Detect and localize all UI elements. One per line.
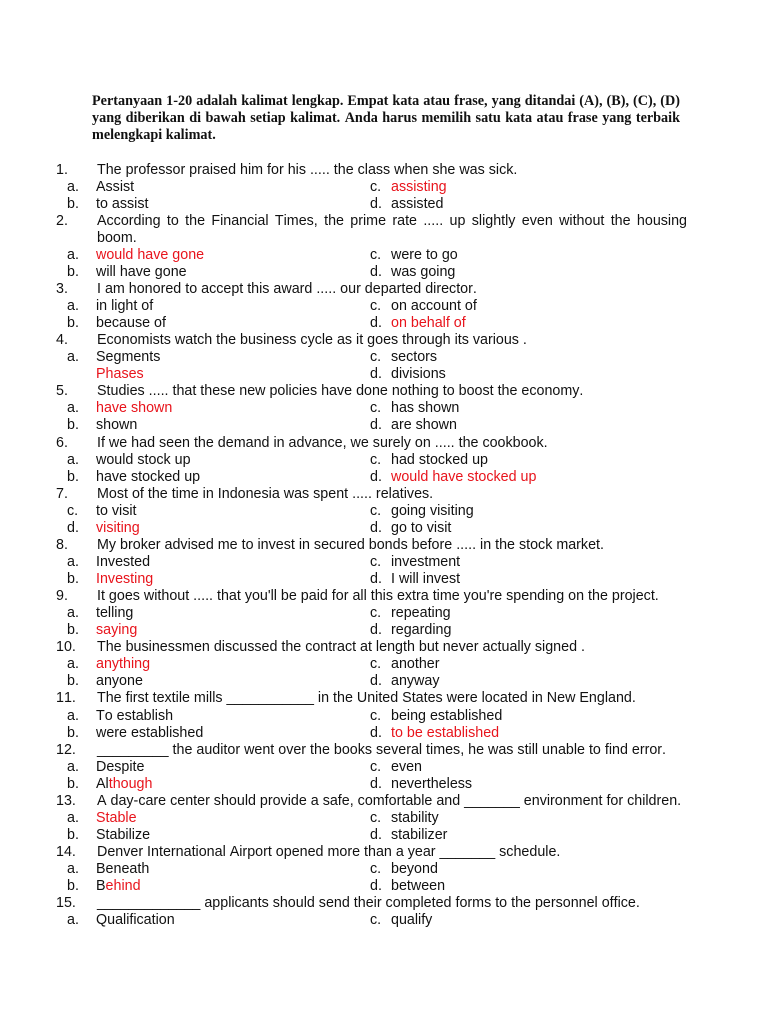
question-text: If we had seen the demand in advance, we surely on ..... the cookbook.	[97, 434, 548, 451]
option-c-text: has shown	[391, 400, 460, 417]
question-text: The professor praised him for his ..... the class when she was sick.	[97, 161, 518, 178]
option-a-label: a.	[67, 707, 79, 724]
option-c-label: c.	[370, 861, 382, 878]
question-number: 8.	[56, 536, 68, 553]
question-stem	[0, 281, 768, 298]
question-14	[0, 844, 768, 895]
question-1	[0, 162, 768, 213]
question-stem	[0, 588, 768, 605]
option-row	[0, 298, 768, 315]
option-row	[0, 417, 768, 434]
option-d-label: d.	[370, 315, 382, 332]
option-c-label: c.	[370, 809, 382, 826]
question-stem	[0, 639, 768, 656]
answer-highlight: ehind	[105, 878, 141, 895]
option-a-text: have shown	[96, 400, 173, 417]
question-8	[0, 537, 768, 588]
option-b-label: b.	[67, 468, 79, 485]
option-d-label: d.	[370, 195, 382, 212]
option-a-text: would stock up	[96, 451, 191, 468]
option-c-text: another	[391, 656, 440, 673]
option-c-text: were to go	[391, 246, 458, 263]
option-row	[0, 571, 768, 588]
option-row	[0, 366, 768, 383]
option-d-text: visiting	[96, 519, 140, 536]
question-text: Economists watch the business cycle as it goes through its various .	[97, 332, 527, 349]
question-stem	[0, 742, 768, 759]
option-d-text: I will invest	[391, 571, 461, 587]
option-d-text: divisions	[391, 366, 446, 383]
question-number: 9.	[56, 588, 68, 605]
question-text: According to the Financial Times, the prime rate ..... up slightly even without the housing boom.	[97, 212, 687, 246]
answer-highlight: though	[108, 775, 153, 792]
option-b-text: were established	[96, 724, 204, 741]
option-c-text: going visiting	[391, 502, 474, 519]
option-a-label: a.	[67, 298, 79, 314]
option-a-label: a.	[67, 178, 79, 195]
option-a-text: anything	[96, 656, 151, 673]
option-d-text: anyway	[391, 673, 440, 690]
option-d-text: nevertheless	[391, 775, 473, 792]
option-row	[0, 469, 768, 486]
option-row	[0, 349, 768, 366]
option-d-text: assisted	[391, 195, 444, 212]
option-row	[0, 247, 768, 264]
option-row	[0, 605, 768, 622]
option-a-text: Beneath	[96, 861, 150, 878]
option-a-label: a.	[67, 912, 79, 929]
option-c-text: sectors	[391, 349, 438, 366]
option-row	[0, 656, 768, 673]
option-c-label: c.	[370, 553, 382, 570]
option-d-text: on behalf of	[391, 315, 466, 332]
question-number: 12.	[56, 741, 76, 758]
option-c-text: being established	[391, 707, 503, 724]
option-c-label: c.	[370, 451, 382, 468]
option-row	[0, 759, 768, 776]
option-a-label: a.	[67, 400, 79, 417]
option-row	[0, 912, 768, 929]
question-text: Most of the time in Indonesia was spent ..... relatives.	[97, 485, 434, 502]
option-row	[0, 776, 768, 793]
option-text-part: B	[96, 878, 106, 895]
option-a-text: Invested	[96, 553, 151, 570]
option-d-label: d.	[370, 519, 382, 536]
option-b-label: b.	[67, 826, 79, 843]
option-d-text: was going	[391, 263, 456, 280]
option-a-text: To establish	[96, 707, 174, 724]
question-stem	[0, 435, 768, 452]
option-a-text: Stable	[96, 809, 137, 826]
question-5	[0, 383, 768, 434]
option-row	[0, 622, 768, 639]
question-10	[0, 639, 768, 690]
question-stem	[0, 844, 768, 861]
question-12	[0, 742, 768, 793]
question-number: 14.	[56, 844, 76, 860]
option-d-label: d.	[370, 826, 382, 843]
option-d-label: d.	[370, 263, 382, 280]
question-stem	[0, 213, 768, 247]
question-stem	[0, 332, 768, 349]
question-number: 3.	[56, 280, 68, 297]
option-a-text: would have gone	[96, 246, 205, 263]
option-b-text: have stocked up	[96, 468, 201, 485]
option-b-text: will have gone	[96, 263, 187, 280]
option-c-text: beyond	[391, 861, 438, 878]
option-row	[0, 673, 768, 690]
question-stem	[0, 486, 768, 503]
option-d-text: regarding	[391, 622, 452, 639]
option-a-label: a.	[67, 349, 79, 366]
question-number: 7.	[56, 485, 68, 502]
option-row	[0, 810, 768, 827]
option-c-text: repeating	[391, 605, 451, 622]
option-d-label: d.	[370, 468, 382, 485]
instructions-paragraph: Pertanyaan 1-20 adalah kalimat lengkap. Empat kata atau frase, yang ditandai (A), (B), (C), (D) yang diberikan di bawah setiap kalimat. Anda harus memilih satu kata atau frase yang terbaik melengkapi kalimat.	[92, 92, 680, 143]
option-d-label: d.	[370, 417, 382, 434]
option-d-label: d.	[370, 571, 382, 587]
option-d-text: go to visit	[391, 519, 452, 536]
option-row	[0, 196, 768, 213]
option-c-label: c.	[370, 349, 382, 366]
option-c-text: even	[391, 758, 423, 775]
question-3	[0, 281, 768, 332]
option-c-text: stability	[391, 809, 439, 826]
option-c-text: on account of	[391, 298, 477, 314]
option-b-text	[96, 878, 141, 895]
option-d-label: d.	[370, 622, 382, 639]
question-stem	[0, 690, 768, 707]
option-a-label: a.	[67, 605, 79, 622]
option-c-label: c.	[370, 298, 382, 314]
option-d-label: d.	[370, 775, 382, 792]
option-d-label: d.	[370, 724, 382, 741]
option-b-label: b.	[67, 315, 79, 332]
option-a-text: Qualification	[96, 912, 175, 929]
option-d-text: are shown	[391, 417, 457, 434]
option-d-text: would have stocked up	[391, 468, 537, 485]
option-a-text: in light of	[96, 298, 154, 314]
option-row	[0, 503, 768, 520]
option-d-text: between	[391, 878, 446, 895]
option-d-label: d.	[67, 519, 79, 536]
question-number: 5.	[56, 383, 68, 400]
question-11	[0, 690, 768, 741]
question-number: 1.	[56, 161, 68, 178]
option-a-text: Segments	[96, 349, 161, 366]
option-c-label: c.	[370, 178, 382, 195]
question-stem	[0, 383, 768, 400]
option-row	[0, 452, 768, 469]
question-list	[0, 162, 768, 930]
option-d-label: d.	[370, 878, 382, 895]
question-text: The first textile mills ___________ in the United States were located in New England.	[97, 690, 636, 707]
question-number: 13.	[56, 792, 76, 809]
question-text: The businessmen discussed the contract at length but never actually signed .	[97, 639, 585, 656]
option-c-label: c.	[370, 502, 382, 519]
option-b-text: Stabilize	[96, 826, 151, 843]
question-number: 4.	[56, 332, 68, 349]
question-number: 15.	[56, 895, 76, 912]
option-b-text: to assist	[96, 195, 149, 212]
option-b-text: saying	[96, 622, 138, 639]
question-text: _____________ applicants should send their completed forms to the personnel office.	[97, 895, 640, 912]
option-d-label: d.	[370, 673, 382, 690]
question-13	[0, 793, 768, 844]
option-c-text: investment	[391, 553, 461, 570]
question-9	[0, 588, 768, 639]
option-a-text: Assist	[96, 178, 135, 195]
option-b-text: shown	[96, 417, 138, 434]
option-row	[0, 400, 768, 417]
option-c-label: c.	[370, 605, 382, 622]
option-row	[0, 264, 768, 281]
option-row	[0, 827, 768, 844]
question-text: A day-care center should provide a safe, comfortable and _______ environment for children.	[97, 792, 682, 809]
question-number: 6.	[56, 434, 68, 451]
option-b-label: b.	[67, 878, 79, 895]
option-b-label: b.	[67, 622, 79, 639]
option-b-label: b.	[67, 263, 79, 280]
option-b-text: anyone	[96, 673, 143, 690]
option-a-label: a.	[67, 809, 79, 826]
option-c-text: to visit	[96, 502, 137, 519]
option-row	[0, 315, 768, 332]
question-text: It goes without ..... that you'll be paid for all this extra time you're spending on the project.	[97, 588, 659, 605]
option-b-label: b.	[67, 673, 79, 690]
option-text-part: Al	[96, 775, 109, 792]
question-stem	[0, 537, 768, 554]
option-row	[0, 725, 768, 742]
option-d-label: d.	[370, 366, 382, 383]
option-c-text: had stocked up	[391, 451, 488, 468]
option-row	[0, 179, 768, 196]
option-c-label: c.	[67, 502, 79, 519]
question-text: My broker advised me to invest in secured bonds before ..... in the stock market.	[97, 536, 604, 553]
question-stem	[0, 895, 768, 912]
option-a-label: a.	[67, 246, 79, 263]
option-c-label: c.	[370, 400, 382, 417]
option-b-label: b.	[67, 417, 79, 434]
option-c-text: qualify	[391, 912, 433, 929]
option-b-text: Investing	[96, 571, 154, 587]
question-number: 10.	[56, 639, 76, 656]
option-a-text: Despite	[96, 758, 145, 775]
option-b-text: Phases	[96, 366, 144, 383]
question-stem	[0, 793, 768, 810]
option-d-text: stabilizer	[391, 826, 448, 843]
option-a-text: telling	[96, 605, 134, 622]
option-a-label: a.	[67, 656, 79, 673]
option-c-label: c.	[370, 912, 382, 929]
question-stem	[0, 162, 768, 179]
question-number: 11.	[56, 690, 76, 707]
option-b-label: b.	[67, 195, 79, 212]
option-row	[0, 861, 768, 878]
option-a-label: a.	[67, 861, 79, 878]
question-2	[0, 213, 768, 281]
question-7	[0, 486, 768, 537]
option-row	[0, 520, 768, 537]
option-b-text: because of	[96, 315, 166, 332]
option-row	[0, 708, 768, 725]
option-row	[0, 878, 768, 895]
question-15	[0, 895, 768, 929]
question-text: Denver International Airport opened more than a year _______ schedule.	[97, 844, 561, 860]
option-b-label: b.	[67, 724, 79, 741]
option-a-label: a.	[67, 758, 79, 775]
option-c-label: c.	[370, 656, 382, 673]
option-row	[0, 554, 768, 571]
option-c-label: c.	[370, 758, 382, 775]
question-text: I am honored to accept this award ..... our departed director.	[97, 280, 477, 297]
option-a-label: a.	[67, 451, 79, 468]
question-text: Studies ..... that these new policies have done nothing to boost the economy.	[97, 383, 584, 400]
option-d-text: to be established	[391, 724, 500, 741]
option-c-text: assisting	[391, 178, 447, 195]
question-6	[0, 435, 768, 486]
option-c-label: c.	[370, 246, 382, 263]
question-4	[0, 332, 768, 383]
question-number: 2.	[56, 212, 68, 229]
option-b-text	[96, 776, 152, 793]
option-c-label: c.	[370, 707, 382, 724]
question-text: _________ the auditor went over the books several times, he was still unable to find error.	[97, 741, 667, 758]
option-b-label: b.	[67, 571, 79, 587]
option-b-label: b.	[67, 775, 79, 792]
option-a-label: a.	[67, 553, 79, 570]
